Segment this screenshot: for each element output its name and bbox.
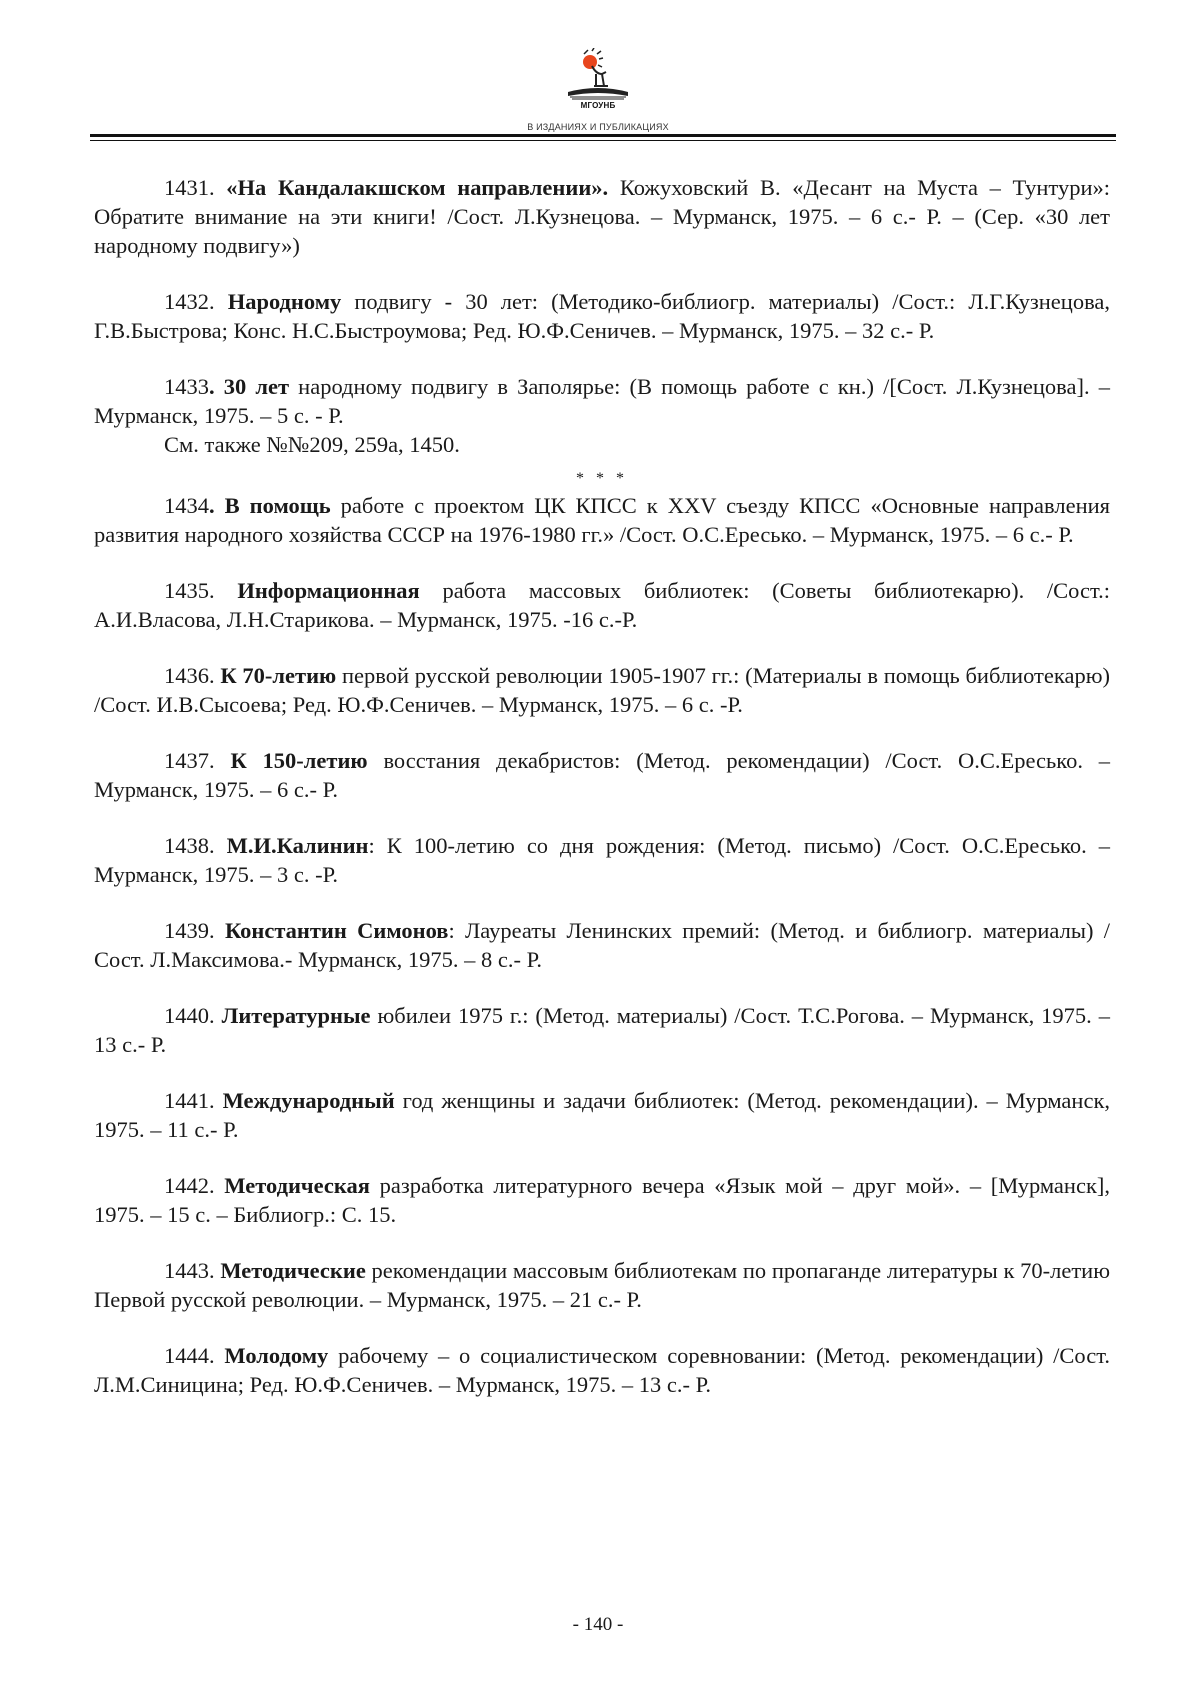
entry-title: Информационная (237, 578, 420, 603)
entry-title: К 150-летию (230, 748, 368, 773)
header-rule-thick (90, 134, 1116, 137)
bibliography-entry (94, 1086, 1110, 1144)
entry-text: рекомендации массовым библиотекам по пропаганде литературы к 70-летию Первой русской революции. – Мурманск, 1975. – 21 с.- Р. (94, 1258, 1110, 1312)
bibliography-entry (94, 1256, 1110, 1314)
entry-number: 1432. (164, 289, 215, 314)
header-rule-thin (90, 140, 1116, 141)
entry-number: 1431. (164, 175, 215, 200)
bibliography-entry (94, 831, 1110, 889)
see-also-note: См. также №№209, 259а, 1450. (164, 432, 460, 457)
bibliography-entry (94, 576, 1110, 634)
entry-number: 1435. (164, 578, 215, 603)
entry-text: первой русской революции 1905-1907 гг.: (Материалы в помощь библиотекарю) /Сост. И.В.Сысоева; Ред. Ю.Ф.Сеничев. – Мурманск, 1975. – 6 с. -Р. (94, 663, 1110, 717)
entry-number: 1440. (164, 1003, 215, 1028)
entry-number: 1437. (164, 748, 215, 773)
entry-number: 1441. (164, 1088, 215, 1113)
entry-text: работе с проектом ЦК КПСС к XXV съезду КПСС «Основные направления развития народного хозяйства СССР на 1976-1980 гг.» /Сост. О.С.Ересько. – Мурманск, 1975. – 6 с.- Р. (94, 493, 1111, 547)
bibliography-entry (94, 372, 1110, 430)
bibliography-entry (94, 173, 1110, 260)
entry-text: : К 100-летию со дня рождения: (Метод. письмо) /Сост. О.С.Ересько. – Мурманск, 1975. – 3 с. -Р. (94, 833, 1110, 887)
bibliography-list (94, 173, 1110, 1426)
entry-title: М.И.Калинин (226, 833, 369, 858)
header-subtitle: В ИЗДАНИЯХ И ПУБЛИКАЦИЯХ (527, 122, 669, 132)
entry-text: подвигу - 30 лет: (Методико-библиогр. материалы) /Сост.: Л.Г.Кузнецова, Г.В.Быстрова; Конс. Н.С.Быстроумова; Ред. Ю.Ф.Сеничев. – Мурманск, 1975. – 32 с.- Р. (94, 289, 1111, 343)
entry-text: разработка литературного вечера «Язык мой – друг мой». – [Мурманск], 1975. – 15 с. – Библиогр.: С. 15. (94, 1173, 1110, 1227)
bibliography-entry (94, 287, 1110, 345)
entry-text: Кожуховский В. «Десант на Муста – Тунтури»: Обратите внимание на эти книги! /Сост. Л.Кузнецова. – Мурманск, 1975. – 6 с.- Р. – (Сер. «30 лет народному подвигу») (94, 175, 1110, 258)
entry-text: рабочему – о социалистическом соревновании: (Метод. рекомендации) /Сост. Л.М.Синицина; Ред. Ю.Ф.Сеничев. – Мурманск, 1975. – 13 с.- Р. (94, 1343, 1110, 1397)
entry-number: 1438. (164, 833, 215, 858)
entry-title: Константин Симонов (224, 918, 449, 943)
entry-title: Международный (222, 1088, 395, 1113)
entry-text: юбилеи 1975 г.: (Метод. материалы) /Сост. Т.С.Рогова. – Мурманск, 1975. – 13 с.- Р. (94, 1003, 1110, 1057)
section-separator: * * * (576, 470, 628, 487)
page-number: - 140 - (572, 1614, 624, 1635)
entry-title: Методическая (224, 1173, 370, 1198)
entry-number: 1442. (164, 1173, 215, 1198)
entry-text: работа массовых библиотек: (Советы библиотекарю). /Сост.: А.И.Власова, Л.Н.Старикова. – Мурманск, 1975. -16 с.-Р. (94, 578, 1110, 632)
entry-title: «На Кандалакшском направлении». (226, 175, 609, 200)
entry-title: . 30 лет (209, 374, 290, 399)
entry-number: 1443. (164, 1258, 215, 1283)
entry-title: Молодому (224, 1343, 329, 1368)
entry-title: К 70-летию (220, 663, 337, 688)
entry-number: 1434 (164, 493, 209, 518)
entry-title: . В помощь (209, 493, 331, 518)
library-logo-icon (566, 48, 630, 106)
bibliography-entry (94, 661, 1110, 719)
entry-number: 1433 (164, 374, 209, 399)
bibliography-entry (94, 916, 1110, 974)
page-header (0, 0, 1196, 140)
entry-title: Литературные (221, 1003, 371, 1028)
entry-text: : Лауреаты Ленинских премий: (Метод. и библиогр. материалы) /Сост. Л.Максимова.- Мурманск, 1975. – 8 с.- Р. (94, 918, 1111, 972)
bibliography-entry (94, 746, 1110, 804)
logo-text: МГОУНБ (580, 101, 616, 110)
entry-number: 1436. (164, 663, 215, 688)
entry-title: Методические (220, 1258, 366, 1283)
entry-title: Народному (227, 289, 342, 314)
entry-number: 1439. (164, 918, 215, 943)
entry-number: 1444. (164, 1343, 215, 1368)
bibliography-entry (94, 491, 1110, 549)
bibliography-entry (94, 1171, 1110, 1229)
entry-text: год женщины и задачи библиотек: (Метод. рекомендации). – Мурманск, 1975. – 11 с.- Р. (94, 1088, 1111, 1142)
bibliography-entry (94, 1001, 1110, 1059)
entry-text: народному подвигу в Заполярье: (В помощь работе с кн.) /[Сост. Л.Кузнецова]. – Мурманск, 1975. – 5 с. - Р. (94, 374, 1110, 428)
bibliography-entry (94, 1341, 1110, 1399)
entry-text: восстания декабристов: (Метод. рекомендации) /Сост. О.С.Ересько. – Мурманск, 1975. – 6 с.- Р. (94, 748, 1111, 802)
